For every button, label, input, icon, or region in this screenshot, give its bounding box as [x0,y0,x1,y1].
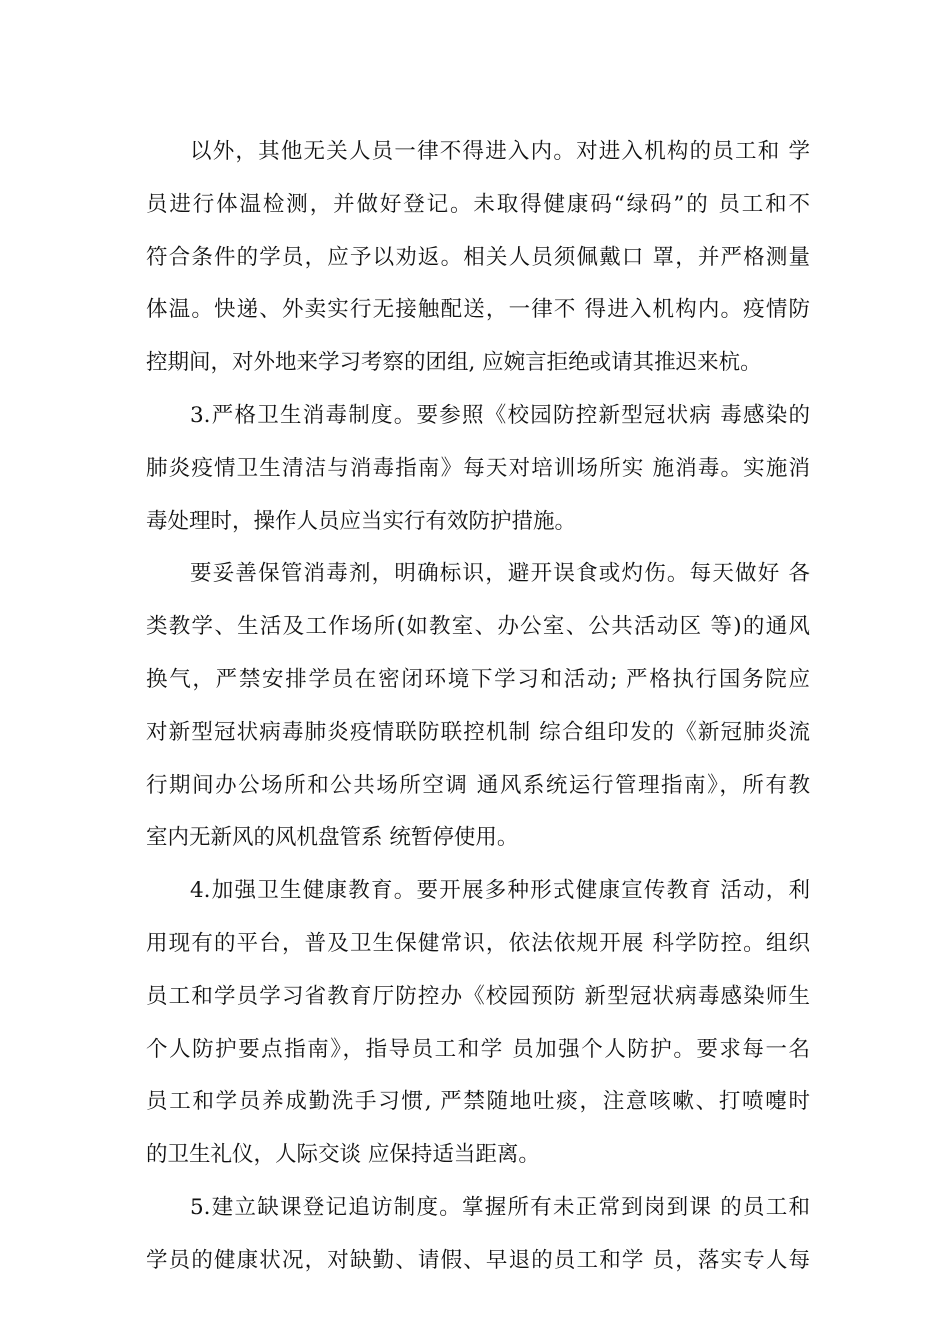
text-line: 员工和学员学习省教育厅防控办《校园预防 新型冠状病毒感染师生 [146,983,810,1009]
text-line: 员工和学员养成勤洗手习惯, 严禁随地吐痰，注意咳嗽、打喷嚏时 [146,1089,810,1115]
document-body [146,131,810,1293]
text-line: 类教学、生活及工作场所(如教室、办公室、公共活动区 等)的通风 [146,614,810,640]
text-line: 体温。快递、外卖实行无接触配送，一律不 得进入机构内。疫情防 [146,297,810,323]
text-line: 换气，严禁安排学员在密闭环境下学习和活动; 严格执行国务院应 [146,666,810,692]
text-line: 要妥善保管消毒剂，明确标识，避开误食或灼伤。每天做好 各 [190,561,810,587]
text-line: 个人防护要点指南》，指导员工和学 员加强个人防护。要求每一名 [146,1036,810,1062]
text-line: 室内无新风的风机盘管系 统暂停使用。 [146,825,519,851]
text-line: 肺炎疫情卫生清洁与消毒指南》每天对培训场所实 施消毒。实施消 [146,455,810,481]
text-line: 毒处理时，操作人员应当实行有效防护措施。 [146,508,577,534]
text-line: 学员的健康状况，对缺勤、请假、早退的员工和学 员，落实专人每 [146,1247,810,1273]
text-line: 以外，其他无关人员一律不得进入内。对进入机构的员工和 学 [190,139,810,164]
text-line: 对新型冠状病毒肺炎疫情联防联控机制 综合组印发的《新冠肺炎流 [146,719,810,745]
text-line: 行期间办公场所和公共场所空调 通风系统运行管理指南》，所有教 [146,772,810,798]
text-line: 符合条件的学员，应予以劝返。相关人员须佩戴口 罩，并严格测量 [146,244,810,270]
text-line: 5.建立缺课登记追访制度。掌握所有未正常到岗到课 的员工和 [190,1194,810,1220]
text-line: 3.严格卫生消毒制度。要参照《校园防控新型冠状病 毒感染的 [190,402,810,428]
text-line: 员进行体温检测，并做好登记。未取得健康码“绿码”的 员工和不 [146,191,810,217]
text-line: 的卫生礼仪，人际交谈 应保持适当距离。 [146,1142,540,1168]
text-line: 用现有的平台，普及卫生保健常识，依法依规开展 科学防控。组织 [146,930,810,956]
text-line: 4.加强卫生健康教育。要开展多种形式健康宣传教育 活动，利 [190,878,810,904]
text-line: 控期间，对外地来学习考察的团组, 应婉言拒绝或请其推迟来杭。 [146,350,762,376]
